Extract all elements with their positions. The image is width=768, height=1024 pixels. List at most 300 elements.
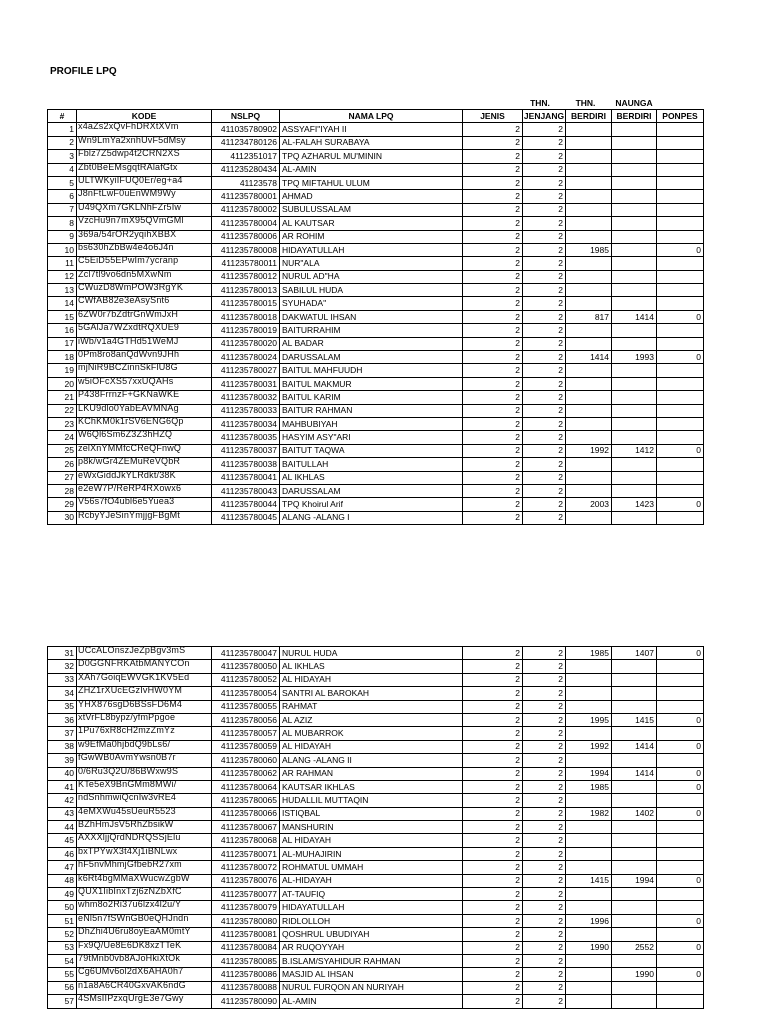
jenis-cell: 2	[463, 377, 523, 390]
jenjang-cell: 2	[523, 901, 566, 914]
nslpq-cell: 411235780056	[212, 713, 280, 726]
kode-text: 4SMsIIPzxqUrgE3e7Gwy	[78, 993, 184, 1004]
kode-text: QUX1IibInxTzj6zNZbXfC	[78, 886, 182, 897]
ponpes-cell: 0	[657, 498, 704, 511]
thn-masehi-cell	[566, 928, 612, 941]
row-number: 42	[48, 794, 77, 807]
thn-hijriah-cell: 1414	[612, 310, 657, 323]
jenis-cell: 2	[463, 901, 523, 914]
thn-masehi-cell	[566, 673, 612, 686]
nslpq-cell: 411235780020	[212, 337, 280, 350]
jenis-cell: 2	[463, 968, 523, 981]
thn-masehi-cell	[566, 404, 612, 417]
ponpes-cell	[657, 324, 704, 337]
thn-hijriah-cell	[612, 417, 657, 430]
kode-text: xtVrFL8bypz/yfmPpgoe	[78, 711, 176, 722]
nama-lpq-cell: AL KAUTSAR	[280, 217, 463, 230]
kode-text: eNl5n7fSWnGB0eQHJndn	[78, 912, 189, 923]
jenjang-cell: 2	[523, 297, 566, 310]
ponpes-cell: 0	[657, 647, 704, 660]
nama-lpq-cell: AL BADAR	[280, 337, 463, 350]
nslpq-cell: 411235780024	[212, 351, 280, 364]
thn-masehi-cell: 2003	[566, 498, 612, 511]
kode-text: DhZhi4U6ru8oyEaAM0mtY	[78, 926, 191, 937]
row-number: 4	[48, 163, 77, 176]
jenis-cell: 2	[463, 257, 523, 270]
jenis-cell: 2	[463, 780, 523, 793]
jenjang-cell: 2	[523, 981, 566, 994]
thn-masehi-cell	[566, 230, 612, 243]
jenis-cell: 2	[463, 754, 523, 767]
ponpes-cell	[657, 230, 704, 243]
row-number: 20	[48, 377, 77, 390]
ponpes-cell	[657, 337, 704, 350]
jenis-cell: 2	[463, 324, 523, 337]
kode-text: ULTWKyiIFUQ0Er/eg+a4	[78, 174, 183, 185]
nama-lpq-cell: RIDLOLLOH	[280, 914, 463, 927]
row-number: 55	[48, 968, 77, 981]
thn-hijriah-cell	[612, 203, 657, 216]
thn-hijriah-cell	[612, 284, 657, 297]
jenis-cell: 2	[463, 150, 523, 163]
row-number: 13	[48, 284, 77, 297]
thn-masehi-cell	[566, 861, 612, 874]
nama-lpq-cell: KAUTSAR IKHLAS	[280, 780, 463, 793]
row-number: 14	[48, 297, 77, 310]
jenis-cell: 2	[463, 821, 523, 834]
nslpq-cell: 411235780062	[212, 767, 280, 780]
thn-masehi-cell: 1994	[566, 767, 612, 780]
row-number: 7	[48, 203, 77, 216]
jenis-cell: 2	[463, 713, 523, 726]
thn-hijriah-cell	[612, 687, 657, 700]
jenjang-cell: 2	[523, 351, 566, 364]
jenjang-cell: 2	[523, 123, 566, 136]
nama-lpq-cell: BAITUT TAQWA	[280, 444, 463, 457]
thn-masehi-cell	[566, 431, 612, 444]
ponpes-cell: 0	[657, 914, 704, 927]
row-number: 30	[48, 511, 77, 524]
row-number: 48	[48, 874, 77, 887]
jenis-cell: 2	[463, 807, 523, 820]
thn-hijriah-cell	[612, 190, 657, 203]
thn-masehi-cell	[566, 834, 612, 847]
kode-text: Zcl7tl9vo6dn5MXwNm	[78, 268, 172, 279]
thn-hijriah-cell: 1412	[612, 444, 657, 457]
ponpes-cell	[657, 888, 704, 901]
kode-text: ZHZ1rXUcEGzIvHW0YM	[78, 685, 183, 696]
row-number: 33	[48, 673, 77, 686]
nslpq-cell: 411235780038	[212, 458, 280, 471]
jenis-cell: 2	[463, 834, 523, 847]
kode-text: CWfAB82e3eAsySnt6	[78, 295, 170, 306]
thn-masehi-cell	[566, 324, 612, 337]
jenjang-cell: 2	[523, 203, 566, 216]
thn-hijriah-cell	[612, 673, 657, 686]
thn-hijriah-cell	[612, 660, 657, 673]
nama-lpq-cell: HASYIM ASY"ARI	[280, 431, 463, 444]
thn-hijriah-cell: 1415	[612, 713, 657, 726]
ponpes-cell	[657, 391, 704, 404]
jenjang-cell: 2	[523, 780, 566, 793]
jenis-cell: 2	[463, 284, 523, 297]
kode-text: w9EfMa0hjbdQ9bLs6/	[78, 738, 171, 749]
nama-lpq-cell: AL-MUHAJIRIN	[280, 847, 463, 860]
thn-hijriah-cell: 1407	[612, 647, 657, 660]
thn-masehi-cell	[566, 123, 612, 136]
kode-text: zelXnYMMfcCReQFnwQ	[78, 442, 182, 453]
jenjang-cell: 2	[523, 511, 566, 524]
jenis-cell: 2	[463, 498, 523, 511]
jenjang-cell: 2	[523, 754, 566, 767]
jenjang-cell: 2	[523, 673, 566, 686]
nslpq-cell: 411234780126	[212, 136, 280, 149]
thn-masehi-cell: 1985	[566, 647, 612, 660]
thn-hijriah-cell	[612, 270, 657, 283]
row-number: 53	[48, 941, 77, 954]
ponpes-cell: 0	[657, 807, 704, 820]
kode-text: eWxGiddJkYLRdkt/38K	[78, 469, 176, 480]
thn-hijriah-cell: 1414	[612, 740, 657, 753]
nama-lpq-cell: AR RAHMAN	[280, 767, 463, 780]
jenjang-cell: 2	[523, 914, 566, 927]
nslpq-cell: 411235780041	[212, 471, 280, 484]
thn-hijriah-cell	[612, 230, 657, 243]
ponpes-cell	[657, 981, 704, 994]
kode-text: mjNiR9BCZinnSkFlU8G	[78, 362, 178, 373]
row-number: 2	[48, 136, 77, 149]
ponpes-cell	[657, 954, 704, 967]
row-number: 50	[48, 901, 77, 914]
nslpq-cell: 411035780902	[212, 123, 280, 136]
jenjang-cell: 2	[523, 821, 566, 834]
jenjang-cell: 2	[523, 647, 566, 660]
thn-masehi-cell	[566, 337, 612, 350]
kode-text: D0GGNFRKAtbMANYCOn	[78, 658, 190, 669]
thn-hijriah-cell	[612, 176, 657, 189]
kode-text: UCcALOnszJeZpBgv3mS	[78, 645, 186, 655]
jenjang-cell: 2	[523, 941, 566, 954]
thn-masehi-cell	[566, 981, 612, 994]
ponpes-cell	[657, 297, 704, 310]
nama-lpq-cell: BAITUL MAKMUR	[280, 377, 463, 390]
ponpes-cell	[657, 284, 704, 297]
thn-hijriah-cell	[612, 780, 657, 793]
row-number: 24	[48, 431, 77, 444]
jenis-cell: 2	[463, 310, 523, 323]
thn-masehi-cell: 1995	[566, 713, 612, 726]
thn-hijriah-cell	[612, 847, 657, 860]
header-thn-masehi	[517, 98, 563, 108]
kode-text: 4eMXWu45sUeuR5523	[78, 805, 176, 816]
header-naungan	[608, 98, 660, 108]
kode-text: bxTPYwX3t4Xj1iBNLwx	[78, 845, 178, 856]
jenis-cell: 2	[463, 941, 523, 954]
thn-masehi-cell	[566, 847, 612, 860]
nama-lpq-cell: ISTIQBAL	[280, 807, 463, 820]
thn-masehi-cell: 1982	[566, 807, 612, 820]
jenjang-cell: 2	[523, 284, 566, 297]
ponpes-cell	[657, 123, 704, 136]
ponpes-cell	[657, 847, 704, 860]
thn-hijriah-cell	[612, 861, 657, 874]
nslpq-cell: 411235780088	[212, 981, 280, 994]
nama-lpq-cell: HIDAYATULLAH	[280, 243, 463, 256]
kode-text: LKU9dlo0YabEAVMNAg	[78, 402, 179, 413]
row-number: 38	[48, 740, 77, 753]
thn-masehi-cell	[566, 163, 612, 176]
jenjang-cell: 2	[523, 310, 566, 323]
kode-text: BZhHmJsV5RhZbsikW	[78, 819, 174, 830]
thn-masehi-cell	[566, 136, 612, 149]
thn-hijriah-cell	[612, 377, 657, 390]
thn-hijriah-cell	[612, 484, 657, 497]
jenjang-cell: 2	[523, 713, 566, 726]
jenjang-cell: 2	[523, 700, 566, 713]
jenis-cell: 2	[463, 217, 523, 230]
thn-masehi-cell	[566, 417, 612, 430]
nama-lpq-cell: HUDALLIL MUTTAQIN	[280, 794, 463, 807]
ponpes-cell	[657, 217, 704, 230]
thn-hijriah-cell	[612, 754, 657, 767]
thn-masehi-cell: 1414	[566, 351, 612, 364]
col-kode-header: KODE	[77, 110, 212, 123]
kode-text: J8nFtLwF0uEnWM9Wy	[78, 188, 176, 199]
nama-lpq-cell: QOSHRUL UBUDIYAH	[280, 928, 463, 941]
ponpes-cell	[657, 270, 704, 283]
jenjang-cell: 2	[523, 471, 566, 484]
jenjang-cell: 2	[523, 968, 566, 981]
thn-masehi-cell	[566, 176, 612, 189]
kode-text: Wn9LmYa2xnhUvF5dMsy	[78, 134, 186, 145]
thn-hijriah-cell	[612, 243, 657, 256]
row-number: 26	[48, 458, 77, 471]
jenjang-cell: 2	[523, 458, 566, 471]
jenis-cell: 2	[463, 874, 523, 887]
row-number: 49	[48, 888, 77, 901]
nslpq-cell: 411235780027	[212, 364, 280, 377]
nslpq-cell: 411235780011	[212, 257, 280, 270]
thn-hijriah-cell	[612, 257, 657, 270]
kode-text: CWuzD8WmPOW3RgYK	[78, 282, 184, 293]
jenjang-cell: 2	[523, 190, 566, 203]
ponpes-cell	[657, 458, 704, 471]
nama-lpq-cell: AT-TAUFIQ	[280, 888, 463, 901]
nama-lpq-cell: AL IKHLAS	[280, 471, 463, 484]
kode-text: RcbyYJeSinYmjjgFBgMt	[78, 509, 181, 520]
ponpes-cell	[657, 136, 704, 149]
nslpq-cell: 411235780081	[212, 928, 280, 941]
thn-masehi-cell	[566, 754, 612, 767]
nama-lpq-cell: AR RUQOYYAH	[280, 941, 463, 954]
ponpes-cell: 0	[657, 243, 704, 256]
jenjang-cell: 2	[523, 807, 566, 820]
kode-text: U49QXm7GKLNhFZr5Iw	[78, 201, 182, 212]
thn-masehi-cell	[566, 284, 612, 297]
nama-lpq-cell: AL MUBARROK	[280, 727, 463, 740]
jenis-cell: 2	[463, 243, 523, 256]
thn-masehi-cell	[566, 471, 612, 484]
ponpes-cell	[657, 364, 704, 377]
kode-text: bs630hZbBw4e4o6J4n	[78, 241, 174, 252]
kode-text: w5iOFcXS57xxUQAHs	[78, 375, 174, 386]
ponpes-cell	[657, 834, 704, 847]
nslpq-cell: 411235780032	[212, 391, 280, 404]
thn-hijriah-cell	[612, 150, 657, 163]
thn-masehi-cell: 817	[566, 310, 612, 323]
thn-masehi-cell	[566, 901, 612, 914]
thn-masehi-cell	[566, 794, 612, 807]
nslpq-cell: 411235780008	[212, 243, 280, 256]
thn-hijriah-cell	[612, 431, 657, 444]
kode-text: Fx9Q/Ue8E6DK8xzTTeK	[78, 939, 182, 950]
nslpq-cell: 411235780085	[212, 954, 280, 967]
jenis-cell: 2	[463, 484, 523, 497]
table-row	[48, 995, 704, 1008]
nama-lpq-cell: SABILUL HUDA	[280, 284, 463, 297]
jenjang-cell: 2	[523, 431, 566, 444]
nslpq-cell: 411235780033	[212, 404, 280, 417]
jenjang-cell: 2	[523, 888, 566, 901]
jenjang-cell: 2	[523, 928, 566, 941]
nama-lpq-cell: TPQ AZHARUL MU'MININ	[280, 150, 463, 163]
row-number: 35	[48, 700, 77, 713]
nslpq-cell: 411235780064	[212, 780, 280, 793]
ponpes-cell	[657, 928, 704, 941]
nslpq-cell: 411235780001	[212, 190, 280, 203]
jenis-cell: 2	[463, 297, 523, 310]
ponpes-cell: 0	[657, 351, 704, 364]
nama-lpq-cell: ROHMATUL UMMAH	[280, 861, 463, 874]
kode-text: 0/6Ru3Q2U/86BWxw9S	[78, 765, 179, 776]
thn-hijriah-cell	[612, 458, 657, 471]
ponpes-cell	[657, 257, 704, 270]
ponpes-cell: 0	[657, 941, 704, 954]
jenis-cell: 2	[463, 511, 523, 524]
nslpq-cell: 411235780002	[212, 203, 280, 216]
jenis-cell: 2	[463, 431, 523, 444]
nama-lpq-cell: DARUSSALAM	[280, 484, 463, 497]
thn-hijriah-cell	[612, 136, 657, 149]
thn-hijriah-cell	[612, 995, 657, 1008]
ponpes-cell	[657, 431, 704, 444]
nslpq-cell: 411235780055	[212, 700, 280, 713]
thn-hijriah-cell	[612, 391, 657, 404]
jenis-cell: 2	[463, 404, 523, 417]
kode-text: n1a8A6CR40GxvAK6ndG	[78, 979, 186, 990]
nslpq-cell: 411235780068	[212, 834, 280, 847]
thn-hijriah-cell	[612, 123, 657, 136]
thn-hijriah-cell: 1994	[612, 874, 657, 887]
ponpes-cell: 0	[657, 780, 704, 793]
nama-lpq-cell: HIDAYATULLAH	[280, 901, 463, 914]
jenis-cell: 2	[463, 364, 523, 377]
jenjang-cell: 2	[523, 874, 566, 887]
jenjang-cell: 2	[523, 767, 566, 780]
ponpes-cell	[657, 417, 704, 430]
nama-lpq-cell: AL HIDAYAH	[280, 740, 463, 753]
header-naungan-top: NAUNGA	[615, 98, 653, 108]
col-jenjang-header: JENJANG	[523, 110, 566, 123]
row-number: 34	[48, 687, 77, 700]
thn-hijriah-cell	[612, 794, 657, 807]
kode-text: P438FrrnzF+GKNaWKE	[78, 389, 180, 400]
jenjang-cell: 2	[523, 257, 566, 270]
row-number: 40	[48, 767, 77, 780]
ponpes-cell	[657, 660, 704, 673]
jenis-cell: 2	[463, 928, 523, 941]
thn-hijriah-cell: 2552	[612, 941, 657, 954]
row-number: 37	[48, 727, 77, 740]
jenjang-cell: 2	[523, 217, 566, 230]
jenjang-cell: 2	[523, 847, 566, 860]
nama-lpq-cell: MANSHURIN	[280, 821, 463, 834]
kode-text: 1Pu76xR8cH2mzZmYz	[78, 725, 175, 736]
jenjang-cell: 2	[523, 404, 566, 417]
nama-lpq-cell: ALANG -ALANG II	[280, 754, 463, 767]
nama-lpq-cell: TPQ Khoirul Arif	[280, 498, 463, 511]
thn-masehi-cell	[566, 660, 612, 673]
jenis-cell: 2	[463, 270, 523, 283]
ponpes-cell	[657, 727, 704, 740]
nslpq-cell: 411235280434	[212, 163, 280, 176]
nama-lpq-cell: AR ROHIM	[280, 230, 463, 243]
thn-hijriah-cell: 1414	[612, 767, 657, 780]
ponpes-cell: 0	[657, 444, 704, 457]
ponpes-cell: 0	[657, 968, 704, 981]
nslpq-cell: 411235780015	[212, 297, 280, 310]
thn-masehi-cell	[566, 484, 612, 497]
ponpes-cell	[657, 901, 704, 914]
thn-masehi-cell	[566, 150, 612, 163]
thn-masehi-cell	[566, 687, 612, 700]
ponpes-cell: 0	[657, 767, 704, 780]
row-number: 44	[48, 821, 77, 834]
thn-masehi-cell	[566, 888, 612, 901]
thn-hijriah-cell	[612, 163, 657, 176]
jenis-cell: 2	[463, 995, 523, 1008]
table-row	[48, 511, 704, 524]
ponpes-cell: 0	[657, 874, 704, 887]
col-jenis-header: JENIS	[463, 110, 523, 123]
nama-lpq-cell: TPQ MIFTAHUL ULUM	[280, 176, 463, 189]
jenjang-cell: 2	[523, 498, 566, 511]
jenjang-cell: 2	[523, 230, 566, 243]
ponpes-cell	[657, 794, 704, 807]
row-number: 36	[48, 713, 77, 726]
nslpq-cell: 411235780084	[212, 941, 280, 954]
nama-lpq-cell: BAITURRAHIM	[280, 324, 463, 337]
thn-hijriah-cell: 1993	[612, 351, 657, 364]
kode-text: Fblz7Z5dwp4t2CRN2XS	[78, 148, 180, 159]
jenjang-cell: 2	[523, 834, 566, 847]
kode-text: iWb/v1a4GTHd51WeMJ	[78, 335, 179, 346]
ponpes-cell	[657, 190, 704, 203]
kode-text: V56s7fO4ubl6e5Yuea3	[78, 496, 175, 507]
nslpq-cell: 411235780044	[212, 498, 280, 511]
row-number: 28	[48, 484, 77, 497]
row-number: 9	[48, 230, 77, 243]
jenis-cell: 2	[463, 123, 523, 136]
kode-text: 0Pm8ro8anQdWvn9JHh	[78, 349, 180, 360]
nama-lpq-cell: B.ISLAM/SYAHIDUR RAHMAN	[280, 954, 463, 967]
row-number: 47	[48, 861, 77, 874]
thn-masehi-cell	[566, 954, 612, 967]
thn-hijriah-cell	[612, 404, 657, 417]
jenis-cell: 2	[463, 337, 523, 350]
thn-hijriah-cell	[612, 901, 657, 914]
nama-lpq-cell: AHMAD	[280, 190, 463, 203]
